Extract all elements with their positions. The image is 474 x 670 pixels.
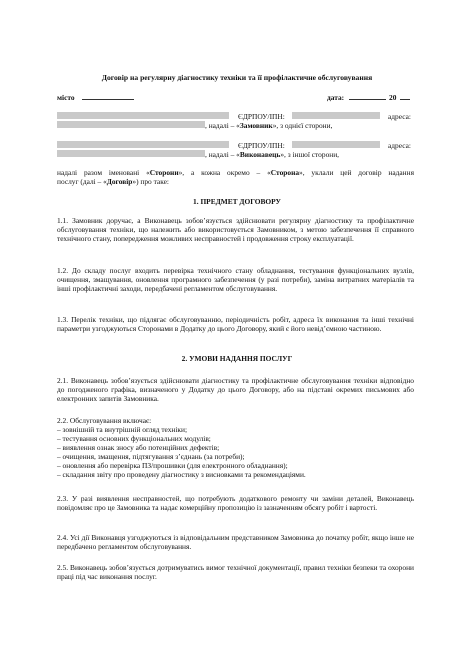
list-item: – очищення, змащення, підтягування з’єднань (за потреби); — [57, 452, 245, 461]
intro-line-1: надалі разом іменовані «Сторони», а кожна окремо – «Сторона», уклали цей договір надання — [57, 168, 414, 177]
list-item: – виявлення ознак зносу або потенційних дефектів; — [57, 443, 220, 452]
list-item: – зовнішній та внутрішній огляд техніки; — [57, 425, 188, 434]
party2-code-field[interactable] — [292, 141, 380, 148]
party1-code-field[interactable] — [292, 112, 380, 119]
list-item: – оновлення або перевірка ПЗ/прошивки (для електронного обладнання); — [57, 461, 288, 470]
clause-1-1: 1.1. Замовник доручає, а Виконавець зобов’язується здійснювати регулярну діагностику та профілактичне обслуговування техніки, що належить або використовується Замовником, з метою забезпечення її справного технічного стану, попередження можливих несправностей і продовження строку експлуатації. — [57, 216, 414, 243]
party1-address-field[interactable] — [57, 121, 205, 128]
list-item: – складання звіту про проведену діагностику з висновками та рекомендаціями. — [57, 470, 306, 479]
clause-1-2: 1.2. До складу послуг входить перевірка технічного стану обладнання, тестування функціональних вузлів, очищення, змащування, оновлення програмного забезпечення (у разі потреби), заміна витратних матеріалів та інші профілактичні заходи, передбачені регламентом обслуговування. — [57, 266, 414, 293]
city-label: місто — [57, 93, 75, 102]
party2-address-field[interactable] — [57, 150, 205, 157]
party1-name-field[interactable] — [57, 112, 229, 119]
date-field[interactable] — [349, 92, 386, 100]
party2-role-line: , надалі – «Виконавець», з іншої сторони, — [205, 150, 340, 159]
date-label: дата: — [327, 93, 345, 102]
party1-address-label: адреса: — [388, 112, 411, 121]
clause-2-3: 2.3. У разі виявлення несправностей, що потребують додаткового ремонту чи заміни деталей, Виконавець повідомляє про це Замовника та надає комерційну пропозицію із зазначенням обсягу робіт і вартості. — [57, 494, 414, 512]
clause-2-2-intro: 2.2. Обслуговування включає: — [57, 416, 152, 425]
party1-role-line: , надалі – «Замовник», з однієї сторони, — [205, 121, 333, 130]
party2-name-field[interactable] — [57, 141, 229, 148]
intro-line-2: послуг (далі – «Договір») про таке: — [57, 177, 169, 186]
clause-1-3: 1.3. Перелік техніки, що підлягає обслуговуванню, періодичність робіт, адреса їх виконання та інші технічні параметри узгоджуються Сторонами в Додатку до цього Договору, який є його невід’ємною частиною. — [57, 315, 414, 333]
year-prefix: 20 — [389, 93, 397, 102]
party2-address-label: адреса: — [388, 141, 411, 150]
clause-2-1: 2.1. Виконавець зобов’язується здійснювати діагностику та профілактичне обслуговування техніки відповідно до погодженого графіка, визначеного у Додатку до цього Договору, або на підставі окремих письмових або електронних запитів Замовника. — [57, 376, 414, 403]
document-title: Договір на регулярну діагностику техніки та її профілактичне обслуговування — [101, 73, 373, 82]
clause-2-5: 2.5. Виконавець зобов’язується дотримуватись вимог технічної документації, правил техніки безпеки та охорони праці під час виконання послуг. — [57, 563, 414, 581]
party2-code-label: ЄДРПОУ/ІПН: — [238, 141, 285, 150]
section-2-heading: 2. УМОВИ НАДАННЯ ПОСЛУГ — [181, 354, 293, 363]
list-item: – тестування основних функціональних модулів; — [57, 434, 211, 443]
clause-2-4: 2.4. Усі дії Виконавця узгоджуються із відповідальним представником Замовника до початку робіт, якщо інше не передбачено регламентом обслуговування. — [57, 533, 414, 551]
year-field[interactable] — [400, 92, 410, 100]
party1-code-label: ЄДРПОУ/ІПН: — [238, 112, 285, 121]
city-field[interactable] — [82, 92, 134, 100]
section-1-heading: 1. ПРЕДМЕТ ДОГОВОРУ — [193, 197, 281, 206]
